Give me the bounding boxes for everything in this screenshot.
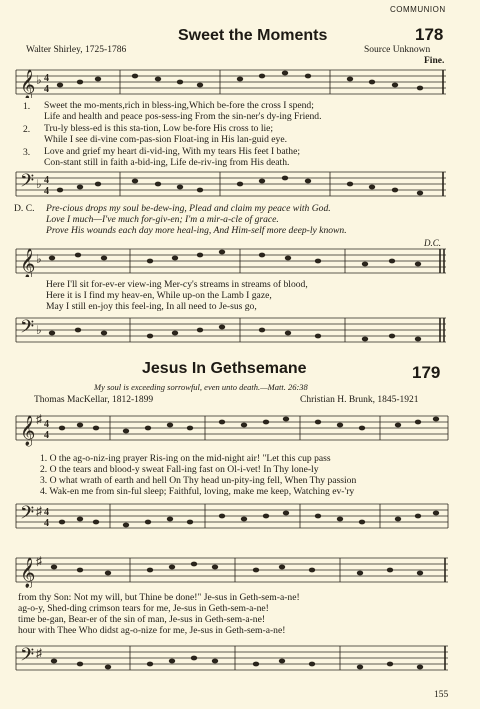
lyric-line: While I see di-vine com-pas-sion Float-ing in His lan-guid eye. <box>44 134 287 145</box>
svg-text:𝄞: 𝄞 <box>20 416 36 445</box>
verse-number: 1. <box>23 101 31 112</box>
hymn-179-bass-staff-1 <box>0 498 480 536</box>
svg-text:♭: ♭ <box>36 73 42 87</box>
svg-text:♯: ♯ <box>36 646 42 660</box>
svg-text:♯: ♯ <box>36 504 42 518</box>
lyric-line: Here it is I find my heav-en, While up-on the Lamb I gaze, <box>46 290 272 301</box>
svg-text:4: 4 <box>44 175 49 186</box>
lyric-line: ag-o-y, Shed-ding crimson tears for me, Je-sus in Geth-sem-a-ne! <box>18 603 269 614</box>
svg-text:4: 4 <box>44 186 49 197</box>
hymn-178-treble-staff-1 <box>0 64 480 98</box>
svg-text:𝄢: 𝄢 <box>20 502 35 527</box>
svg-text:4: 4 <box>44 518 49 529</box>
dc-label: D. C. <box>14 203 35 214</box>
hymn-178-title: Sweet the Moments <box>178 27 328 44</box>
svg-text:4: 4 <box>44 73 49 84</box>
hymn-179-epigraph: My soul is exceeding sorrowful, even unto death.—Matt. 26:38 <box>94 382 308 392</box>
lyric-line: Life and health and peace pos-sess-ing From the sin-ner's dy-ing Friend. <box>44 111 322 122</box>
svg-text:𝄢: 𝄢 <box>20 170 35 195</box>
fine-mark: Fine. <box>424 56 445 66</box>
dc-mark: D.C. <box>424 238 442 248</box>
hymn-178-treble-staff-2 <box>0 243 480 277</box>
hymn-178-bass-staff-2 <box>0 312 480 346</box>
lyric-line: May I still en-joy this feel-ing, In all need to Je-sus go, <box>46 301 257 312</box>
svg-text:𝄞: 𝄞 <box>20 558 36 587</box>
svg-text:4: 4 <box>44 507 49 518</box>
svg-text:4: 4 <box>44 430 49 441</box>
svg-text:4: 4 <box>44 419 49 430</box>
lyric-line: Love and grief my heart di-vid-ing, With my tears His feet I bathe; <box>44 146 300 157</box>
lyric-line: Love I much—I've much for-giv-en; I'm a mir-a-cle of grace. <box>46 214 279 225</box>
hymn-179-bass-staff-2 <box>0 640 480 676</box>
hymn-178-bass-staff-1 <box>0 166 480 200</box>
lyric-line: Sweet the mo-ments,rich in bless-ing,Which be-fore the cross I spend; <box>44 100 314 111</box>
svg-text:𝄞: 𝄞 <box>20 70 36 98</box>
svg-text:4: 4 <box>44 84 49 95</box>
svg-text:♭: ♭ <box>36 323 42 337</box>
lyric-line: from thy Son: Not my will, but Thine be done!" Je-sus in Geth-sem-a-ne! <box>18 592 300 603</box>
lyric-line: Tru-ly bless-ed is this sta-tion, Low be-fore His cross to lie; <box>44 123 274 134</box>
section-label: COMMUNION <box>390 5 446 14</box>
svg-text:𝄢: 𝄢 <box>20 316 35 341</box>
hymn-178-number: 178 <box>415 25 444 44</box>
lyric-line: Con-stant still in faith a-bid-ing, Life de-riv-ing from His death. <box>44 157 290 168</box>
verse-number: 3. <box>23 147 31 158</box>
hymn-179-number: 179 <box>412 363 441 382</box>
lyric-line: 2. O the tears and blood-y sweat Fall-ing fast on Ol-i-vet! In Thy lone-ly <box>40 464 319 475</box>
svg-text:𝄞: 𝄞 <box>20 249 36 277</box>
lyric-line: hour with Thee Who didst ag-o-nize for me, Je-sus in Geth-sem-a-ne! <box>18 625 286 636</box>
verse-number: 2. <box>23 124 31 135</box>
svg-text:♭: ♭ <box>36 252 42 266</box>
hymn-179-title: Jesus In Gethsemane <box>142 360 307 377</box>
lyric-line: 4. Wak-en me from sin-ful sleep; Faithful, loving, make me keep, Watching ev-'ry <box>40 486 355 497</box>
page-number: 155 <box>434 690 449 700</box>
svg-text:𝄢: 𝄢 <box>20 644 35 669</box>
lyric-line: 1. O the ag-o-niz-ing prayer Ris-ing on the mid-night air! "Let this cup pass <box>40 453 331 464</box>
lyric-line: Here I'll sit for-ev-er view-ing Mer-cy's streams in streams of blood, <box>46 279 308 290</box>
hymn-179-treble-staff-2 <box>0 552 480 588</box>
svg-text:♭: ♭ <box>36 177 42 191</box>
hymn-179-composer: Christian H. Brunk, 1845-1921 <box>300 395 419 405</box>
lyric-line: Prove His wounds each day more heal-ing, And Him-self more deep-ly known. <box>46 225 347 236</box>
svg-text:♯: ♯ <box>36 554 42 568</box>
hymn-179-treble-staff-1 <box>0 410 480 448</box>
lyric-line: time be-gan, Bear-er of the sin of man, Je-sus in Geth-sem-a-ne! <box>18 614 266 625</box>
hymn-179-author: Thomas MacKellar, 1812-1899 <box>34 395 154 405</box>
svg-text:♯: ♯ <box>36 412 42 426</box>
hymn-178-author: Walter Shirley, 1725-1786 <box>26 45 127 55</box>
lyric-line: 3. O what wrath of earth and hell On Thy head un-pity-ing fell, When Thy passion <box>40 475 357 486</box>
hymn-178-composer: Source Unknown <box>364 45 431 55</box>
lyric-line: Pre-cious drops my soul be-dew-ing, Plead and claim my peace with God. <box>46 203 331 214</box>
